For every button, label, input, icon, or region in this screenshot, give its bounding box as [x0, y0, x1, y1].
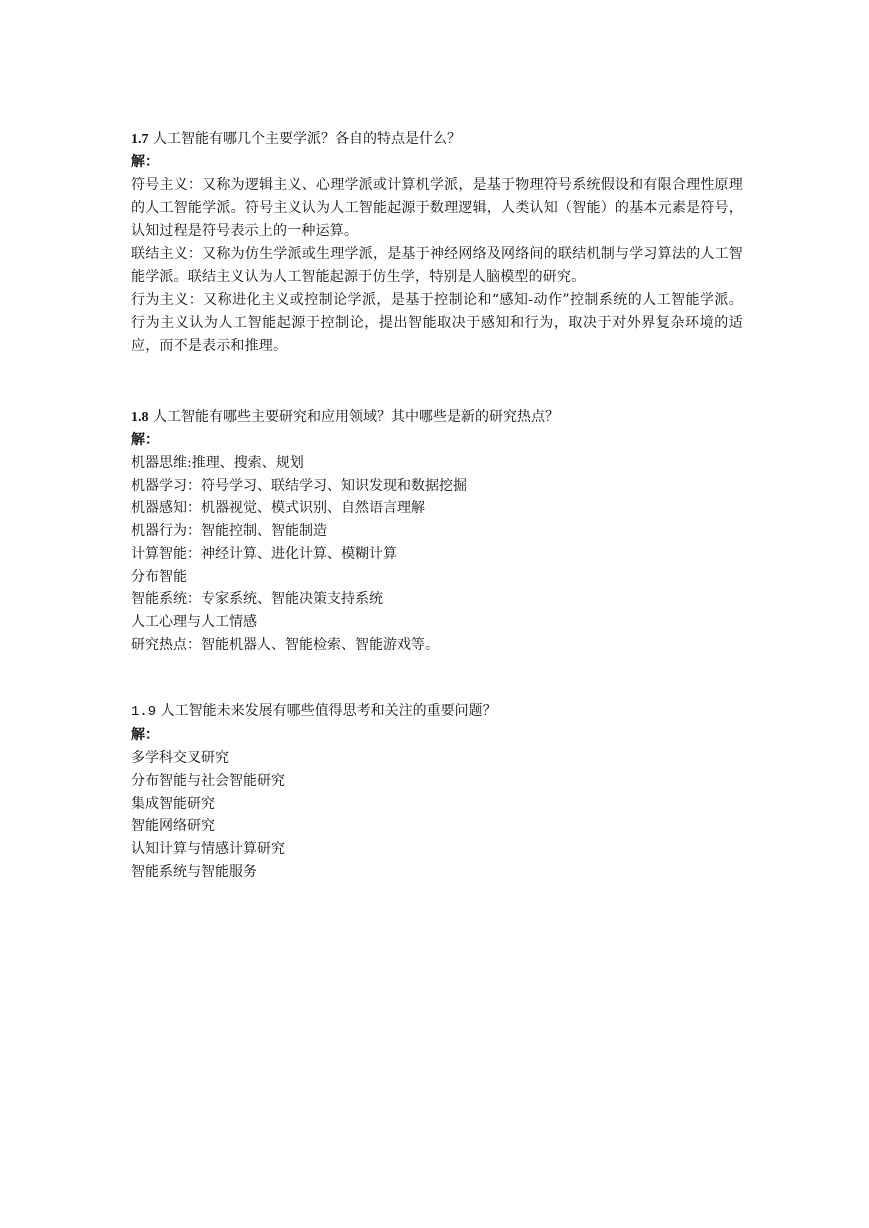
document-page — [131, 128, 743, 884]
question-heading — [131, 700, 743, 724]
list-item: 机器感知：机器视觉、模式识别、自然语言理解 — [131, 500, 425, 517]
list-item: 人工心理与人工情感 — [131, 613, 257, 630]
list-item: 智能系统与智能服务 — [131, 863, 257, 880]
question-text: 人工智能未来发展有哪些值得思考和关注的重要问题？ — [160, 703, 497, 720]
paragraph-behaviorism: 行为主义：又称进化主义或控制论学派，是基于控制论和“感知-动作”控制系统的人工智能学派。行为主义认为人工智能起源于控制论，提出智能取决于感知和行为，取决于对外界复杂环境的适应，而不是表示和推理。 — [131, 292, 743, 354]
list-item: 机器学习：符号学习、联结学习、知识发现和数据挖掘 — [131, 477, 467, 494]
section-1-7 — [131, 128, 743, 358]
question-heading — [131, 406, 743, 429]
question-number: 1.8 — [131, 410, 149, 425]
list-item: 研究热点：智能机器人、智能检索、智能游戏等。 — [131, 636, 439, 653]
section-1-9 — [131, 700, 743, 883]
answer-label: 解： — [131, 432, 159, 448]
answer-label: 解： — [131, 727, 159, 744]
list-item: 智能系统：专家系统、智能决策支持系统 — [131, 591, 383, 608]
list-item: 机器行为：智能控制、智能制造 — [131, 523, 327, 540]
paragraph-symbolism: 符号主义：又称为逻辑主义、心理学派或计算机学派，是基于物理符号系统假设和有限合理性原理的人工智能学派。符号主义认为人工智能起源于数理逻辑，人类认知（智能）的基本元素是符号，认知过程是符号表示上的一种运算。 — [131, 177, 743, 239]
question-text: 人工智能有哪几个主要学派？各自的特点是什么？ — [152, 131, 461, 147]
list-item: 认知计算与情感计算研究 — [131, 841, 285, 858]
list-item: 计算智能：神经计算、进化计算、模糊计算 — [131, 545, 397, 562]
answer-label: 解： — [131, 154, 159, 170]
list-item: 机器思维:推理、搜索、规划 — [131, 455, 304, 471]
question-text: 人工智能有哪些主要研究和应用领域？其中哪些是新的研究热点？ — [152, 409, 559, 425]
paragraph-connectionism: 联结主义：又称为仿生学派或生理学派，是基于神经网络及网络间的联结机制与学习算法的人工智能学派。联结主义认为人工智能起源于仿生学，特别是人脑模型的研究。 — [131, 246, 743, 285]
section-1-8 — [131, 406, 743, 656]
list-item: 分布智能 — [131, 568, 187, 585]
question-number: 1.7 — [131, 132, 149, 147]
list-item: 智能网络研究 — [131, 818, 215, 835]
question-number: 1.9 — [131, 704, 157, 721]
question-heading — [131, 128, 743, 151]
list-item: 集成智能研究 — [131, 795, 215, 812]
list-item: 分布智能与社会智能研究 — [131, 773, 285, 790]
list-item: 多学科交叉研究 — [131, 750, 229, 767]
